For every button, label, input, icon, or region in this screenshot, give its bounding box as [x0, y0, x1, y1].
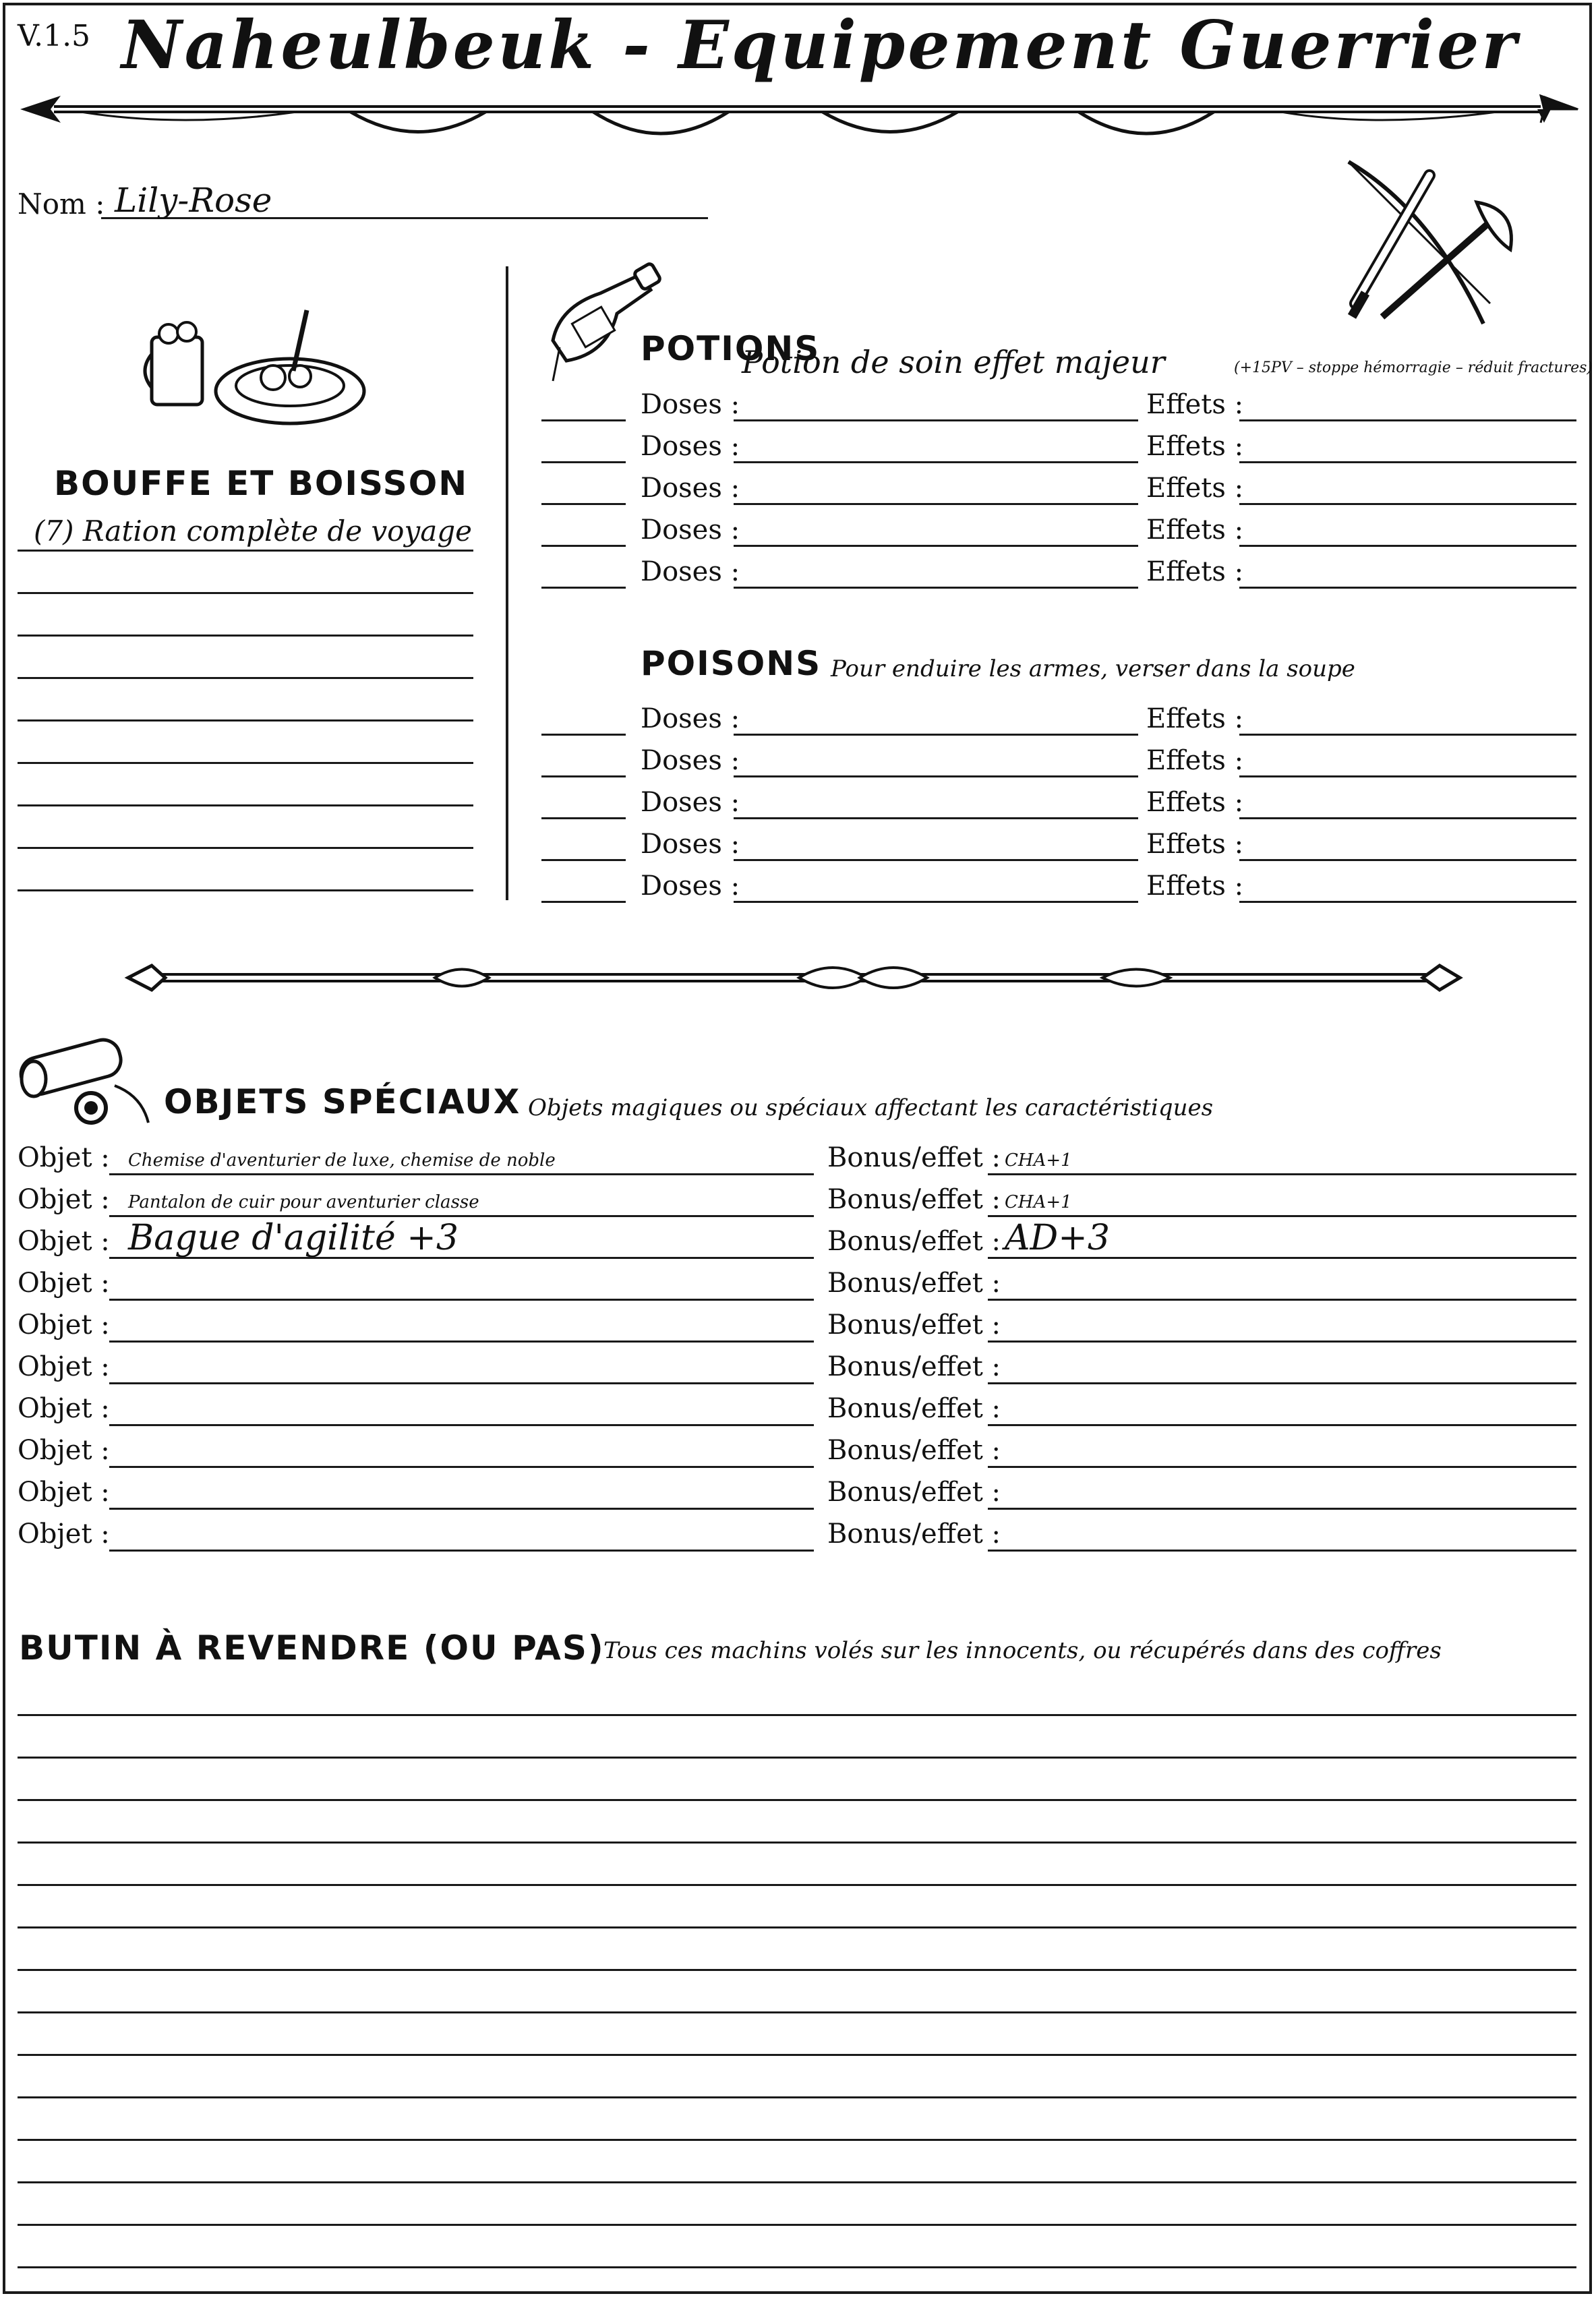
- bonus-field[interactable]: AD+3: [1005, 1218, 1110, 1258]
- bonus-label: Bonus/effet :: [827, 1142, 1001, 1173]
- column-divider: [506, 266, 508, 900]
- bonus-label: Bonus/effet :: [827, 1435, 1001, 1466]
- potions-note[interactable]: Potion de soin effet majeur: [742, 344, 1165, 380]
- page-title: Naheulbeuk - Equipement Guerrier: [121, 7, 1520, 84]
- doses-field[interactable]: [734, 901, 1138, 903]
- count-line[interactable]: [541, 775, 626, 777]
- object-line: [109, 1508, 814, 1510]
- doses-field[interactable]: [734, 859, 1138, 861]
- effects-label: Effets :: [1146, 871, 1244, 902]
- count-line[interactable]: [541, 734, 626, 736]
- count-line[interactable]: [541, 503, 626, 505]
- effects-field[interactable]: [1239, 419, 1576, 421]
- object-line: [109, 1215, 814, 1217]
- doses-field[interactable]: [734, 545, 1138, 547]
- count-line[interactable]: [541, 461, 626, 463]
- effects-field[interactable]: [1239, 859, 1576, 861]
- poisons-heading: POISONS: [641, 644, 822, 683]
- effects-field[interactable]: [1239, 817, 1576, 819]
- object-label: Objet :: [18, 1184, 110, 1215]
- loot-line[interactable]: [18, 1969, 1576, 1971]
- bonus-line: [988, 1215, 1576, 1217]
- name-label: Nom :: [18, 187, 105, 220]
- loot-line[interactable]: [18, 1799, 1576, 1801]
- special-items-heading: OBJETS SPÉCIAUX: [164, 1082, 521, 1121]
- food-line: [18, 719, 473, 721]
- count-line[interactable]: [541, 817, 626, 819]
- loot-line[interactable]: [18, 1757, 1576, 1759]
- bonus-line: [988, 1508, 1576, 1510]
- effects-label: Effets :: [1146, 514, 1244, 546]
- crossed-weapons-icon: [1328, 155, 1531, 337]
- food-entry[interactable]: (7) Ration complète de voyage: [34, 514, 472, 548]
- object-label: Objet :: [18, 1351, 110, 1382]
- loot-line[interactable]: [18, 2096, 1576, 2098]
- loot-line[interactable]: [18, 2266, 1576, 2268]
- loot-line[interactable]: [18, 2139, 1576, 2141]
- effects-label: Effets :: [1146, 787, 1244, 818]
- count-line[interactable]: [541, 587, 626, 589]
- object-line: [109, 1466, 814, 1468]
- object-line: [109, 1299, 814, 1301]
- doses-field[interactable]: [734, 461, 1138, 463]
- bonus-label: Bonus/effet :: [827, 1226, 1001, 1257]
- staff-banner-mid: [125, 958, 1463, 998]
- object-label: Objet :: [18, 1268, 110, 1299]
- loot-heading: BUTIN À REVENDRE (OU PAS): [19, 1628, 605, 1668]
- bonus-label: Bonus/effet :: [827, 1519, 1001, 1550]
- bonus-line: [988, 1382, 1576, 1384]
- food-line: [18, 592, 473, 594]
- food-line: [18, 550, 473, 552]
- loot-line[interactable]: [18, 1714, 1576, 1716]
- doses-label: Doses :: [641, 389, 740, 420]
- effects-label: Effets :: [1146, 556, 1244, 587]
- scroll-ring-icon: [13, 1028, 155, 1129]
- bonus-field[interactable]: CHA+1: [1005, 1150, 1072, 1171]
- bonus-label: Bonus/effet :: [827, 1351, 1001, 1382]
- doses-field[interactable]: [734, 587, 1138, 589]
- name-field[interactable]: Lily-Rose: [115, 181, 272, 220]
- effects-field[interactable]: [1239, 775, 1576, 777]
- special-items-subtitle: Objets magiques ou spéciaux affectant les caractéristiques: [528, 1094, 1214, 1121]
- object-line: [109, 1424, 814, 1426]
- bonus-line: [988, 1466, 1576, 1468]
- bonus-label: Bonus/effet :: [827, 1393, 1001, 1424]
- bonus-label: Bonus/effet :: [827, 1477, 1001, 1508]
- count-line[interactable]: [541, 545, 626, 547]
- object-label: Objet :: [18, 1393, 110, 1424]
- loot-line[interactable]: [18, 2224, 1576, 2226]
- effects-field[interactable]: [1239, 734, 1576, 736]
- doses-label: Doses :: [641, 745, 740, 776]
- effects-label: Effets :: [1146, 473, 1244, 504]
- loot-line[interactable]: [18, 2054, 1576, 2056]
- doses-field[interactable]: [734, 775, 1138, 777]
- doses-label: Doses :: [641, 473, 740, 504]
- food-line: [18, 847, 473, 849]
- bonus-line: [988, 1340, 1576, 1343]
- object-line: [109, 1550, 814, 1552]
- effects-label: Effets :: [1146, 829, 1244, 860]
- object-label: Objet :: [18, 1309, 110, 1340]
- doses-label: Doses :: [641, 514, 740, 546]
- object-field[interactable]: Pantalon de cuir pour aventurier classe: [128, 1192, 479, 1212]
- effects-field[interactable]: [1239, 461, 1576, 463]
- object-label: Objet :: [18, 1142, 110, 1173]
- object-line: [109, 1340, 814, 1343]
- object-field[interactable]: Chemise d'aventurier de luxe, chemise de noble: [128, 1150, 556, 1171]
- count-line[interactable]: [541, 901, 626, 903]
- bonus-line: [988, 1424, 1576, 1426]
- doses-label: Doses :: [641, 431, 740, 462]
- doses-label: Doses :: [641, 703, 740, 734]
- bonus-label: Bonus/effet :: [827, 1184, 1001, 1215]
- effects-field[interactable]: [1239, 587, 1576, 589]
- doses-label: Doses :: [641, 787, 740, 818]
- effects-label: Effets :: [1146, 703, 1244, 734]
- loot-line[interactable]: [18, 2011, 1576, 2013]
- doses-label: Doses :: [641, 871, 740, 902]
- effects-field[interactable]: [1239, 901, 1576, 903]
- loot-line[interactable]: [18, 2181, 1576, 2183]
- food-line: [18, 804, 473, 806]
- doses-label: Doses :: [641, 829, 740, 860]
- doses-field[interactable]: [734, 419, 1138, 421]
- object-field[interactable]: Bague d'agilité +3: [128, 1218, 459, 1258]
- count-line[interactable]: [541, 859, 626, 861]
- count-line[interactable]: [541, 419, 626, 421]
- bonus-label: Bonus/effet :: [827, 1268, 1001, 1299]
- effects-label: Effets :: [1146, 431, 1244, 462]
- bonus-label: Bonus/effet :: [827, 1309, 1001, 1340]
- effects-label: Effets :: [1146, 745, 1244, 776]
- food-mug-plate-icon: [138, 297, 367, 432]
- loot-line[interactable]: [18, 1926, 1576, 1928]
- poisons-subtitle: Pour enduire les armes, verser dans la soupe: [831, 655, 1355, 682]
- effects-field[interactable]: [1239, 503, 1576, 505]
- bonus-line: [988, 1299, 1576, 1301]
- loot-line[interactable]: [18, 1884, 1576, 1886]
- spear-banner-top: [13, 88, 1585, 148]
- loot-line[interactable]: [18, 1842, 1576, 1844]
- bonus-line: [988, 1550, 1576, 1552]
- bonus-field[interactable]: CHA+1: [1005, 1192, 1072, 1212]
- object-label: Objet :: [18, 1435, 110, 1466]
- object-label: Objet :: [18, 1519, 110, 1550]
- potions-heading: POTIONS: [641, 329, 821, 368]
- food-heading: BOUFFE ET BOISSON: [54, 464, 469, 503]
- object-label: Objet :: [18, 1226, 110, 1257]
- food-line: [18, 889, 473, 891]
- doses-field[interactable]: [734, 817, 1138, 819]
- doses-field[interactable]: [734, 503, 1138, 505]
- object-line: [109, 1382, 814, 1384]
- bonus-line: [988, 1173, 1576, 1175]
- food-line: [18, 677, 473, 679]
- object-label: Objet :: [18, 1477, 110, 1508]
- effects-field[interactable]: [1239, 545, 1576, 547]
- food-line: [18, 635, 473, 637]
- doses-label: Doses :: [641, 556, 740, 587]
- version-label: V.1.5: [18, 19, 91, 53]
- potions-note-detail: (+15PV – stoppe hémorragie – réduit fractures): [1234, 359, 1593, 376]
- food-line: [18, 762, 473, 764]
- loot-subtitle: Tous ces machins volés sur les innocents, ou récupérés dans des coffres: [603, 1637, 1442, 1664]
- effects-label: Effets :: [1146, 389, 1244, 420]
- object-line: [109, 1173, 814, 1175]
- doses-field[interactable]: [734, 734, 1138, 736]
